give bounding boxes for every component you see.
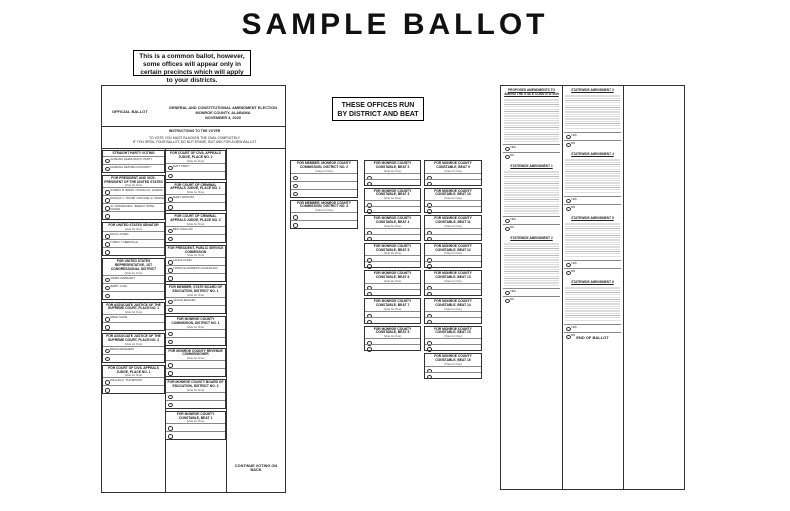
candidate-row[interactable] (166, 400, 225, 408)
constable-title: FOR MONROE COUNTY CONSTABLE, BEAT 12 (434, 243, 472, 252)
ballot-oval[interactable] (427, 264, 433, 268)
choice-label: YES (571, 261, 577, 265)
vote-for-one: (Vote for One) (444, 168, 462, 173)
choice-label: YES (571, 197, 577, 201)
race-section (102, 150, 165, 173)
candidate-name: BETH KELLUM (173, 226, 193, 231)
amendment-section (503, 164, 560, 232)
amendment-section (564, 152, 621, 212)
vote-for-one: (Vote for One) (186, 253, 205, 258)
constable-section (364, 188, 421, 214)
candidate-row[interactable] (166, 329, 225, 337)
candidate-row[interactable] (291, 220, 357, 228)
constable-section (424, 215, 482, 241)
vote-for-one: (Vote for One) (383, 251, 402, 256)
candidate-row[interactable] (166, 226, 225, 234)
ballot-oval[interactable] (293, 184, 299, 188)
ballot-oval[interactable] (367, 237, 373, 241)
choice-label: NO (510, 153, 515, 157)
vote-for-one: (Vote for One) (124, 270, 143, 275)
election-title: GENERAL AND CONSTITUTIONAL AMENDMENT ELECTION (169, 106, 277, 110)
ballot-oval[interactable] (427, 320, 433, 324)
candidate-row[interactable] (103, 322, 164, 330)
race-title: FOR COURT OF CIVIL APPEALS JUDGE, PLACE NO. 1 (108, 365, 159, 374)
race-title: FOR COURT OF CRIMINAL APPEALS JUDGE, PLACE NO. 1 (170, 182, 221, 191)
candidate-row[interactable] (365, 317, 420, 323)
amendment-column-right (564, 88, 621, 344)
ballot-oval[interactable] (168, 308, 174, 312)
vote-for-one: (Vote for One) (444, 196, 462, 201)
candidate-name: LAURA CASEY (173, 258, 193, 263)
candidate-name: WILLIAM C. THOMPSON (110, 378, 142, 383)
choice-label: YES (510, 217, 516, 221)
choice-yes[interactable] (503, 144, 560, 152)
candidate-row[interactable] (103, 354, 164, 362)
amendment-title: STATEWIDE AMENDMENT 6 (571, 280, 614, 284)
race-section (102, 258, 165, 299)
candidate-row[interactable] (291, 181, 357, 189)
race-section (165, 182, 226, 212)
candidate-name: JOSEPH R. BIDEN / KAMALA D. HARRIS (110, 188, 163, 193)
district-beat-callout (332, 97, 424, 121)
vote-for-one: (Vote for One) (444, 223, 462, 228)
candidate-row[interactable] (103, 283, 164, 291)
instructions-line-1: TO VOTE YOU MUST BLACKEN THE OVAL COMPLETELY (148, 136, 241, 140)
race-section (290, 160, 358, 198)
choice-label: YES (510, 289, 516, 293)
ballot-oval[interactable] (168, 426, 174, 430)
race-section (165, 379, 226, 409)
candidate-name: TWINKLE ANDRESS CAVANAUGH (173, 266, 218, 271)
column-a (102, 150, 165, 396)
constable-title: FOR MONROE COUNTY CONSTABLE, BEAT 9 (434, 161, 472, 169)
vote-for-one: (Vote for One) (124, 183, 143, 188)
race-section (165, 411, 226, 441)
candidate-name: MATT FRIDY (173, 163, 190, 168)
vote-for-one: (Vote for One) (186, 292, 205, 297)
candidate-row[interactable] (103, 156, 164, 164)
candidate-row[interactable] (103, 195, 164, 203)
end-of-ballot: END OF BALLOT (576, 335, 609, 340)
vote-for-one: (Vote for One) (186, 324, 205, 329)
candidate-row[interactable] (365, 179, 420, 185)
choice-yes[interactable] (564, 260, 621, 268)
constable-title: FOR MONROE COUNTY CONSTABLE, BEAT 15 (434, 326, 472, 335)
race-title: FOR ASSOCIATE JUSTICE OF THE SUPREME COURT, PLACE NO. 1 (106, 302, 161, 311)
candidate-name: ALABAMA REPUBLICAN PARTY (110, 164, 152, 169)
candidate-row[interactable] (291, 189, 357, 197)
choice-label: NO (571, 205, 576, 209)
candidate-row[interactable] (365, 261, 420, 267)
election-date: NOVEMBER 3, 2020 (205, 116, 241, 120)
ballot-oval[interactable] (367, 320, 373, 324)
vote-for-one: (Vote for One) (444, 251, 462, 256)
constable-title: FOR MONROE COUNTY CONSTABLE, BEAT 13 (434, 271, 472, 280)
ballot-oval[interactable] (367, 209, 373, 213)
vote-for-one: (Vote for One) (186, 221, 205, 226)
choice-label: NO (571, 269, 576, 273)
constable-section (364, 215, 421, 241)
amendment-text-block (565, 286, 620, 322)
candidate-row[interactable] (425, 234, 481, 240)
constable-title: FOR MONROE COUNTY CONSTABLE, BEAT 14 (434, 298, 472, 307)
constable-title: FOR MONROE COUNTY CONSTABLE, BEAT 5 (373, 243, 412, 252)
constable-title: FOR MONROE COUNTY CONSTABLE, BEAT 7 (373, 298, 412, 307)
common-ballot-text: This is a common ballot, however, some offices will appear only in certain precincts which will apply to your districts. (139, 53, 245, 84)
constable-section (424, 188, 482, 214)
constable-section (424, 353, 482, 379)
vote-for-one: (Vote for One) (444, 306, 462, 311)
candidate-row[interactable] (103, 164, 164, 172)
constable-section (424, 298, 482, 324)
race-title: FOR COURT OF CRIMINAL APPEALS JUDGE, PLACE NO. 2 (170, 214, 221, 222)
choice-yes[interactable] (564, 132, 621, 140)
choice-yes[interactable] (503, 288, 560, 296)
candidate-row[interactable] (103, 385, 164, 393)
vote-for-one: (Vote for One) (383, 334, 402, 339)
candidate-row[interactable] (425, 289, 481, 295)
amendment-section (564, 216, 621, 276)
vote-for-one: (Vote for One) (315, 168, 333, 173)
race-section (102, 365, 165, 395)
amendment-title: STATEWIDE AMENDMENT 5 (571, 216, 614, 220)
candidate-row[interactable] (425, 372, 481, 378)
constable-column-right (424, 160, 482, 381)
vote-for-one: (Vote for One) (383, 223, 402, 228)
candidate-row[interactable] (103, 247, 164, 255)
common-ballot-callout (133, 50, 251, 84)
candidate-row[interactable] (166, 194, 225, 202)
ballot-oval[interactable] (105, 250, 111, 254)
ballot-oval[interactable] (427, 182, 433, 186)
vote-for-one: (Vote for One) (315, 208, 333, 213)
ballot-oval[interactable] (168, 174, 174, 178)
vote-for-one: (Vote for One) (383, 168, 402, 173)
race-section (165, 284, 226, 314)
ballot-oval[interactable] (168, 363, 174, 367)
vote-for-one: (Vote for One) (383, 196, 402, 201)
ballot-oval[interactable] (168, 205, 174, 209)
amendment-text-block (504, 242, 559, 286)
candidate-row[interactable] (103, 377, 164, 385)
ballot-oval[interactable] (168, 340, 174, 344)
race-title: FOR COURT OF CIVIL APPEALS JUDGE, PLACE NO. 2 (170, 151, 221, 159)
vote-for-one: (Vote for One) (444, 361, 462, 366)
candidate-name: MARY WINDOM (173, 195, 194, 200)
constable-title: FOR MONROE COUNTY CONSTABLE, BEAT 16 (434, 354, 472, 362)
constable-section (364, 160, 421, 186)
choice-yes[interactable] (564, 196, 621, 204)
choice-label: NO (571, 333, 576, 337)
vote-for-one: (Vote for One) (124, 341, 143, 346)
instructions-line-2: IF YOU SPOIL YOUR BALLOT, DO NOT ERASE, BUT ASK FOR A NEW BALLOT (132, 140, 257, 144)
official-ballot-label: OFFICIAL BALLOT (112, 109, 148, 114)
race-section (165, 316, 226, 346)
amendment-section (564, 88, 621, 148)
candidate-row[interactable] (166, 423, 225, 431)
candidate-row[interactable] (103, 346, 164, 354)
ballot-oval[interactable] (427, 209, 433, 213)
candidate-name: TOMMY TUBERVILLE (110, 240, 139, 245)
choice-no[interactable] (503, 224, 560, 232)
choice-label: NO (510, 297, 515, 301)
ballot-oval[interactable] (367, 347, 373, 351)
constable-section (424, 270, 482, 296)
candidate-row[interactable] (365, 234, 420, 240)
amendment-title: PROPOSED AMENDMENTS TO AMEND THE STATE CONSTITUTION (504, 88, 559, 96)
race-title: FOR PRESIDENT AND VICE-PRESIDENT OF THE UNITED STATES (104, 175, 163, 184)
choice-yes[interactable] (503, 216, 560, 224)
instructions-title: INSTRUCTIONS TO THE VOTER (168, 129, 221, 133)
candidate-row[interactable] (166, 265, 225, 273)
race-section (165, 245, 226, 283)
race-section (165, 348, 226, 378)
choice-no[interactable] (503, 296, 560, 304)
column-b (165, 150, 226, 442)
choice-yes[interactable] (564, 324, 621, 332)
candidate-row[interactable] (425, 179, 481, 185)
choice-no[interactable] (564, 204, 621, 212)
candidate-row[interactable] (166, 305, 225, 313)
ballot-oval[interactable] (168, 276, 174, 280)
candidate-row[interactable] (291, 173, 357, 181)
race-title: FOR MONROE COUNTY COMMISSION, DISTRICT NO. 1 (171, 316, 220, 325)
candidate-name: JERRY CARL (110, 283, 128, 288)
candidate-row[interactable] (103, 314, 164, 322)
ballot-oval[interactable] (105, 357, 111, 361)
candidate-row[interactable] (103, 211, 164, 219)
candidate-name: JO JORGENSEN / JEREMY SPIKE COHEN (110, 204, 155, 212)
constable-section (424, 243, 482, 269)
ballot-oval[interactable] (105, 388, 111, 392)
amendment-section (503, 236, 560, 304)
candidate-row[interactable] (291, 212, 357, 220)
candidate-row[interactable] (166, 297, 225, 305)
race-title: FOR MEMBER, STATE BOARD OF EDUCATION, DISTRICT NO. 1 (168, 285, 223, 294)
constable-title: FOR MONROE COUNTY CONSTABLE, BEAT 6 (373, 271, 412, 280)
amendment-column-left (503, 88, 560, 308)
choice-no[interactable] (503, 152, 560, 160)
constable-section (364, 298, 421, 324)
choice-label: YES (510, 145, 516, 149)
amendment-title: STATEWIDE AMENDMENT 2 (510, 236, 553, 240)
choice-no[interactable] (564, 140, 621, 148)
vote-for-one: (Vote for One) (186, 356, 205, 361)
candidate-row[interactable] (166, 234, 225, 242)
candidate-name: GREG SHAW (110, 315, 128, 320)
ballot-oval[interactable] (367, 292, 373, 296)
race-title: FOR MEMBER, MONROE COUNTY COMMISSION, DISTRICT NO. 2 (296, 161, 352, 169)
candidate-row[interactable] (103, 239, 164, 247)
continue-voting: CONTINUE VOTING ON BACK (234, 464, 278, 472)
race-title: FOR ASSOCIATE JUSTICE OF THE SUPREME COURT, PLACE NO. 2 (106, 334, 161, 342)
ballot-oval[interactable] (293, 176, 299, 180)
constable-section (364, 270, 421, 296)
candidate-row[interactable] (103, 231, 164, 239)
ballot-front (101, 85, 286, 493)
race-title: FOR UNITED STATES REPRESENTATIVE, 1ST CONGRESSIONAL DISTRICT (110, 259, 157, 271)
candidate-row[interactable] (166, 431, 225, 439)
ballot-oval[interactable] (367, 264, 373, 268)
candidate-row[interactable] (365, 206, 420, 212)
vote-for-one: (Vote for One) (383, 306, 402, 311)
candidate-name: JAMES AVERHART (110, 275, 135, 280)
vote-for-one: (Vote for One) (186, 419, 205, 424)
vote-for-one: (Vote for One) (186, 387, 205, 392)
constable-title: FOR MONROE COUNTY CONSTABLE, BEAT 11 (434, 216, 472, 224)
vote-for-one: (Vote for One) (444, 334, 462, 339)
race-title: FOR MONROE COUNTY REVENUE COMMISSIONER (168, 348, 223, 357)
page-title: SAMPLE BALLOT (241, 8, 549, 41)
ballot-oval[interactable] (168, 403, 174, 407)
vote-for-one: (Vote for One) (124, 373, 143, 378)
constable-title: FOR MONROE COUNTY CONSTABLE, BEAT 2 (373, 161, 412, 169)
district-beat-text: THESE OFFICES RUN BY DISTRICT AND BEAT (337, 102, 419, 118)
race-title: FOR MONROE COUNTY BOARD OF EDUCATION, DISTRICT NO. 3 (167, 380, 224, 388)
ballot-oval[interactable] (293, 223, 299, 227)
ballot-oval[interactable] (427, 375, 433, 379)
candidate-row[interactable] (166, 360, 225, 368)
ballot-oval[interactable] (105, 294, 111, 298)
candidate-name: BRAD MENDHEIM (110, 346, 134, 351)
amendment-title: STATEWIDE AMENDMENT 3 (571, 88, 614, 92)
ballot-oval[interactable] (427, 347, 433, 351)
candidate-name: ALABAMA DEMOCRATIC PARTY (110, 156, 153, 161)
vote-for-one: (Vote for One) (124, 310, 143, 315)
county-name: MONROE COUNTY, ALABAMA (195, 111, 251, 115)
ballot-oval[interactable] (293, 192, 299, 196)
candidate-row[interactable] (166, 163, 225, 171)
choice-label: NO (571, 141, 576, 145)
choice-label: NO (510, 225, 515, 229)
amendment-text-block (504, 170, 559, 214)
constable-title: FOR MONROE COUNTY CONSTABLE, BEAT 3 (373, 188, 412, 197)
choice-label: YES (571, 325, 577, 329)
candidate-row[interactable] (103, 203, 164, 211)
ballot-oval[interactable] (168, 434, 174, 438)
race-title: STRAIGHT PARTY VOTING (112, 151, 155, 155)
candidate-row[interactable] (166, 257, 225, 265)
ballot-oval[interactable] (168, 237, 174, 241)
constable-section (424, 326, 482, 352)
race-title: FOR MONROE COUNTY CONSTABLE, BEAT 1 (176, 411, 215, 420)
amendment-title: STATEWIDE AMENDMENT 1 (510, 164, 553, 168)
amendment-text-block (565, 222, 620, 258)
constable-section (424, 160, 482, 186)
amendment-text-block (565, 158, 620, 194)
candidate-name: JACKIE ZEIGLER (173, 297, 196, 302)
race-title: FOR MEMBER, MONROE COUNTY COMMISSION, DISTRICT NO. 3 (296, 200, 352, 209)
vote-for-one: (Vote for One) (383, 278, 402, 283)
constable-section (364, 326, 421, 352)
race-section (102, 302, 165, 332)
race-section (102, 222, 165, 256)
ballot-oval[interactable] (427, 237, 433, 241)
ballot-oval[interactable] (168, 395, 174, 399)
candidate-row[interactable] (425, 317, 481, 323)
candidate-row[interactable] (365, 344, 420, 350)
amendment-text-block (504, 98, 559, 142)
amendment-section (503, 88, 560, 160)
ballot-oval[interactable] (367, 182, 373, 186)
constable-column-left (364, 160, 421, 353)
ballot-oval[interactable] (168, 371, 174, 375)
constable-section (364, 243, 421, 269)
candidate-row[interactable] (166, 392, 225, 400)
choice-label: YES (571, 133, 577, 137)
ballot-oval[interactable] (293, 215, 299, 219)
candidate-name: DOUG JONES (110, 232, 129, 237)
candidate-row[interactable] (166, 337, 225, 345)
candidate-row[interactable] (166, 273, 225, 281)
constable-title: FOR MONROE COUNTY CONSTABLE, BEAT 4 (373, 216, 412, 224)
candidate-row[interactable] (166, 202, 225, 210)
race-section (165, 150, 226, 180)
race-section (102, 333, 165, 363)
choice-no[interactable] (564, 268, 621, 276)
candidate-row[interactable] (425, 206, 481, 212)
vote-for-one: (Vote for One) (186, 158, 205, 163)
district-sections (290, 160, 358, 231)
race-section (290, 200, 358, 230)
ballot-oval[interactable] (105, 214, 111, 218)
vote-for-one: (Vote for One) (124, 227, 143, 232)
candidate-row[interactable] (103, 291, 164, 299)
race-title: FOR PRESIDENT, PUBLIC SERVICE COMMISSION (167, 245, 224, 254)
constable-title: FOR MONROE COUNTY CONSTABLE, BEAT 10 (434, 188, 472, 197)
ballot-back (500, 85, 685, 490)
vote-for-one: (Vote for One) (186, 190, 205, 195)
race-title: FOR UNITED STATES SENATOR (108, 223, 159, 228)
candidate-row[interactable] (425, 261, 481, 267)
candidate-name: DONALD J. TRUMP / MICHAEL R. PENCE (110, 196, 164, 201)
constable-title: FOR MONROE COUNTY CONSTABLE, BEAT 8 (373, 326, 412, 335)
race-section (165, 213, 226, 243)
candidate-row[interactable] (425, 344, 481, 350)
amendment-text-block (565, 94, 620, 130)
ballot-oval[interactable] (105, 325, 111, 329)
ballot-oval[interactable] (427, 292, 433, 296)
amendment-title: STATEWIDE AMENDMENT 4 (571, 152, 614, 156)
candidate-row[interactable] (103, 275, 164, 283)
vote-for-one: (Vote for One) (444, 278, 462, 283)
candidate-row[interactable] (103, 187, 164, 195)
candidate-row[interactable] (166, 368, 225, 376)
candidate-row[interactable] (166, 171, 225, 179)
candidate-row[interactable] (365, 289, 420, 295)
amendment-section (564, 280, 621, 340)
ballot-oval[interactable] (168, 332, 174, 336)
race-section (102, 175, 165, 221)
